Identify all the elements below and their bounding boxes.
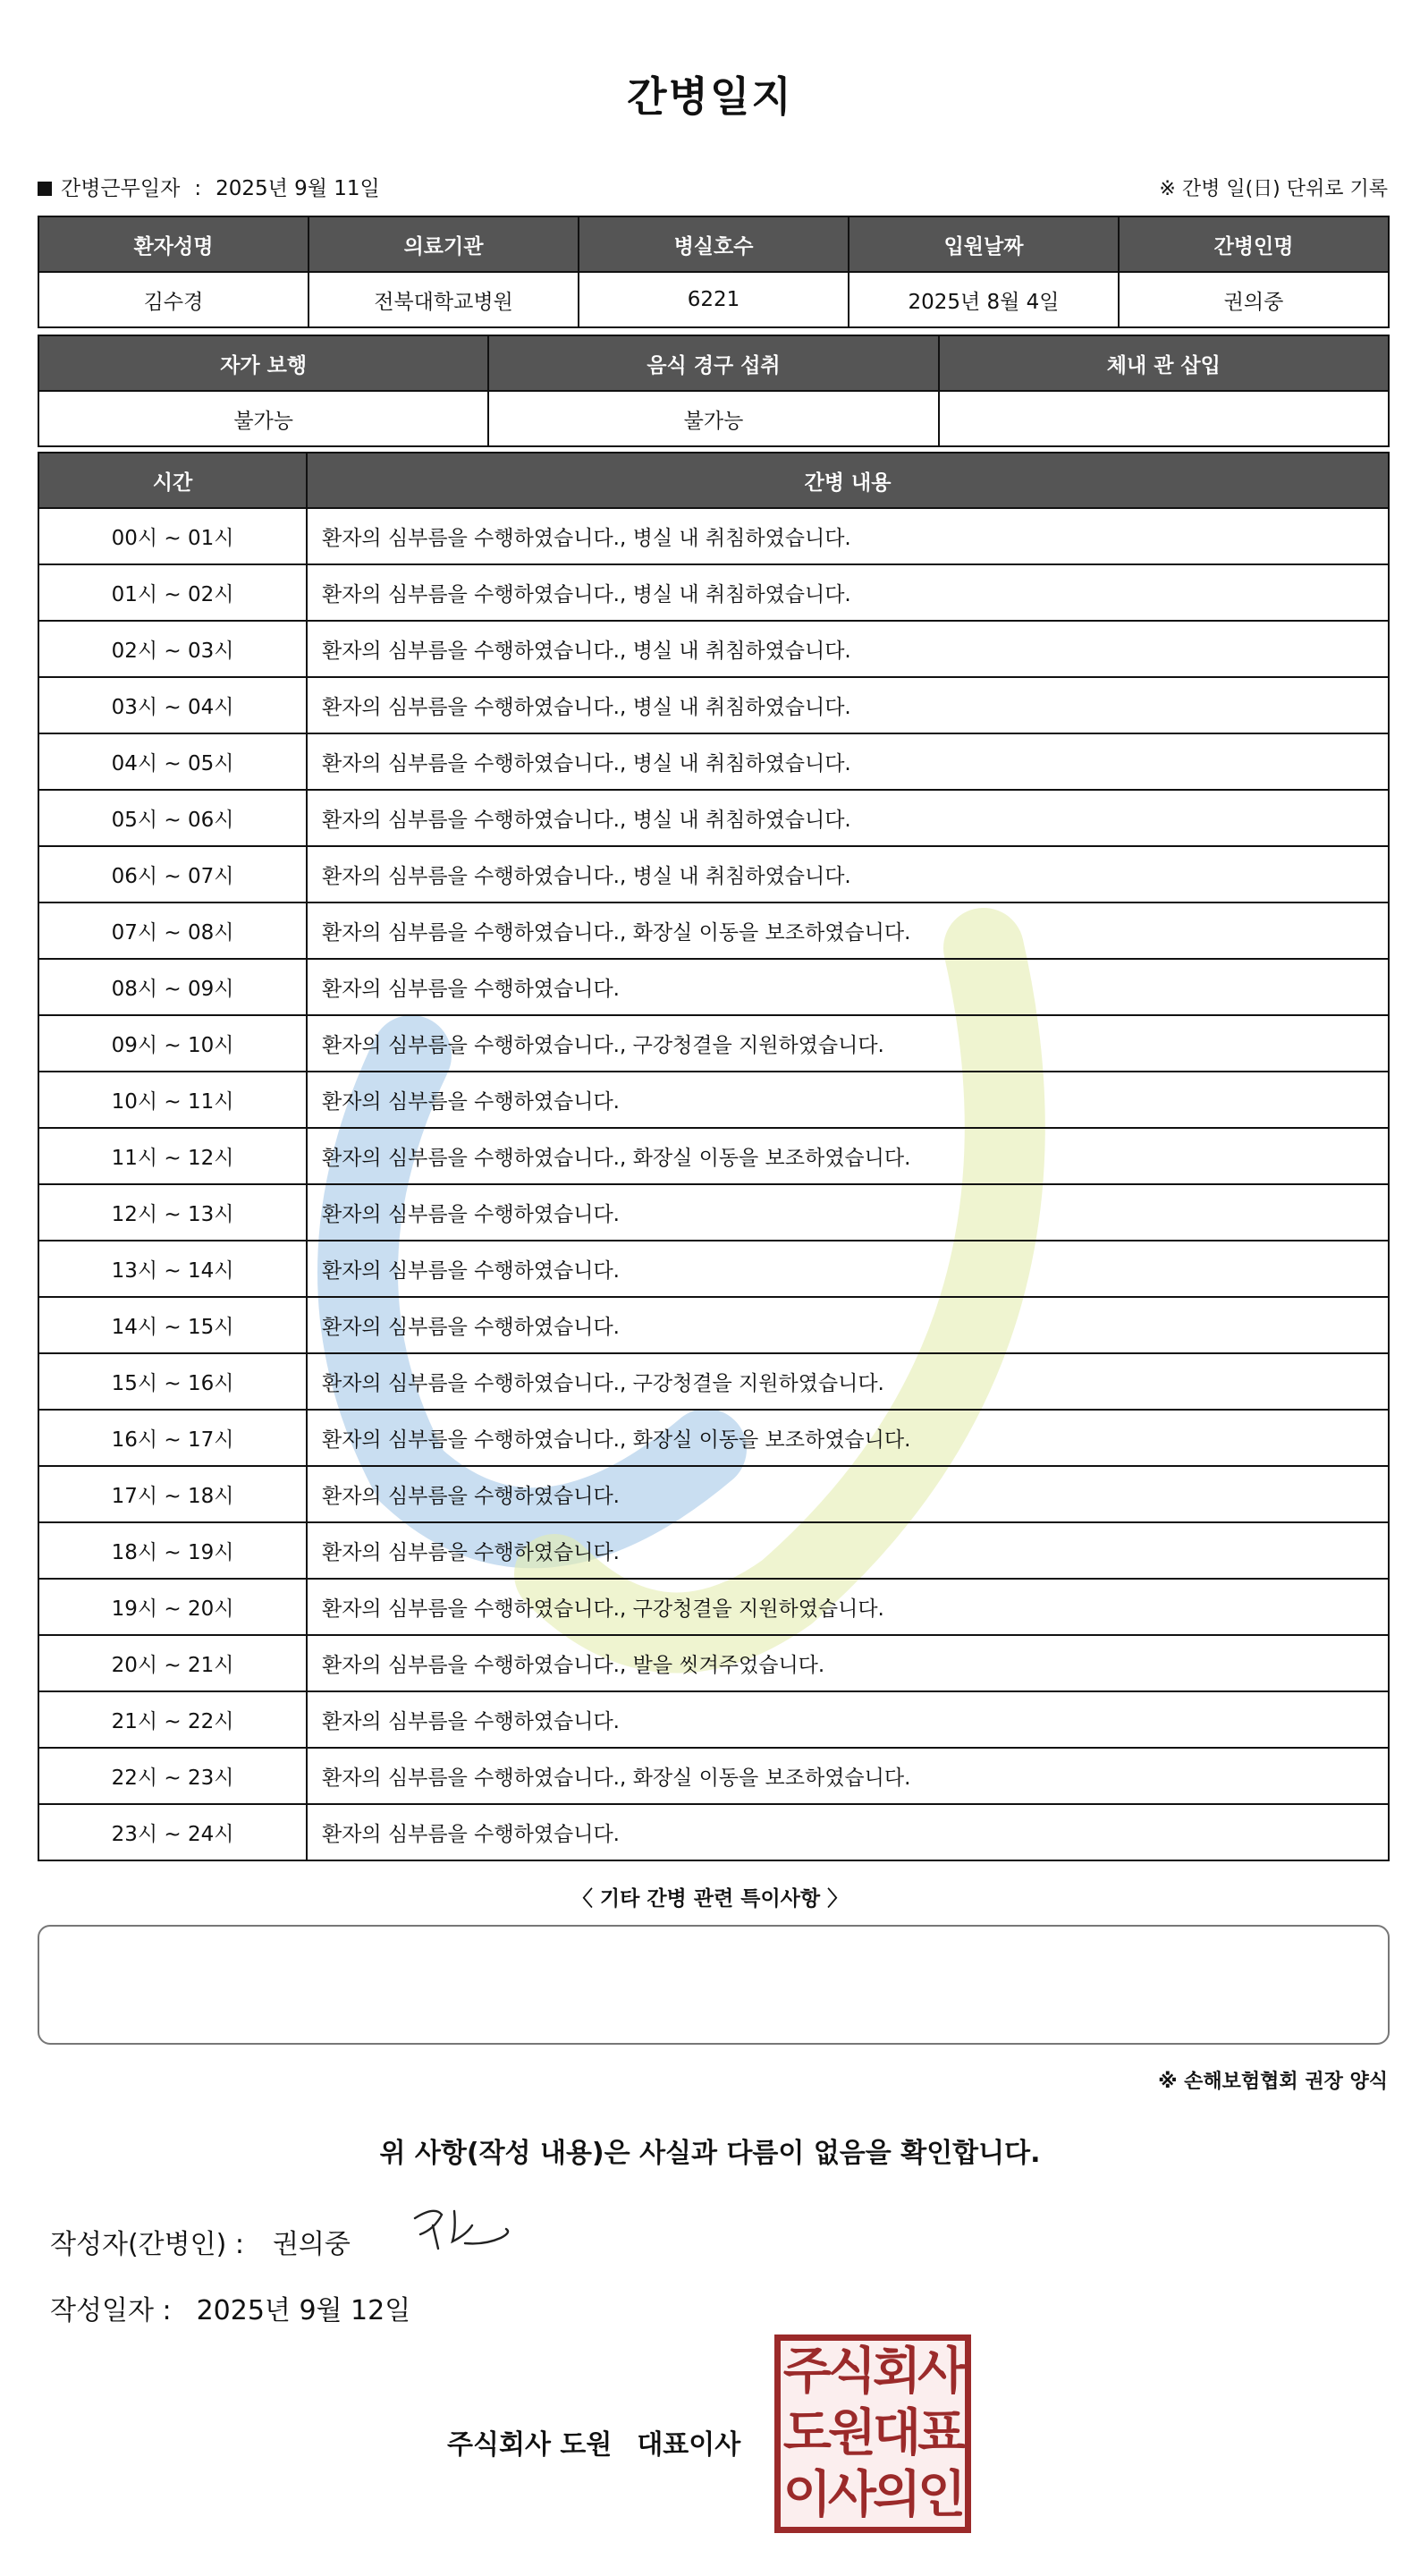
- care-log-row: [38, 1579, 1389, 1635]
- official-seal-stamp: [774, 2334, 971, 2533]
- header-self-walking: 자가 보행: [38, 335, 488, 391]
- header-time: 시간: [38, 453, 307, 508]
- care-log-table: [38, 452, 1390, 1861]
- company-name: 주식회사 도원: [447, 2429, 613, 2461]
- care-log-content: 환자의 심부름을 수행하였습니다., 병실 내 취침하였습니다.: [307, 677, 1389, 733]
- care-log-time: 09시 ~ 10시: [38, 1015, 307, 1072]
- care-log-content: 환자의 심부름을 수행하였습니다., 병실 내 취침하였습니다.: [307, 790, 1389, 846]
- care-log-time: 15시 ~ 16시: [38, 1353, 307, 1410]
- care-log-content: 환자의 심부름을 수행하였습니다., 화장실 이동을 보조하였습니다.: [307, 1748, 1389, 1804]
- care-log-content: 환자의 심부름을 수행하였습니다., 화장실 이동을 보조하였습니다.: [307, 1128, 1389, 1184]
- care-log-header-row: [38, 453, 1389, 508]
- patient-name: 김수경: [38, 272, 309, 327]
- duty-date-label: 간병근무일자: [61, 177, 181, 200]
- duty-date-line: [38, 172, 380, 201]
- care-log-row: [38, 1072, 1389, 1128]
- care-log-row: [38, 621, 1389, 677]
- care-log-time: 01시 ~ 02시: [38, 564, 307, 621]
- care-log-row: [38, 508, 1389, 564]
- care-log-content: 환자의 심부름을 수행하였습니다., 화장실 이동을 보조하였습니다.: [307, 902, 1389, 959]
- care-log-content: 환자의 심부름을 수행하였습니다.: [307, 1241, 1389, 1297]
- care-log-time: 08시 ~ 09시: [38, 959, 307, 1015]
- care-log-time: 02시 ~ 03시: [38, 621, 307, 677]
- care-log-time: 06시 ~ 07시: [38, 846, 307, 902]
- care-log-time: 20시 ~ 21시: [38, 1635, 307, 1691]
- care-log-time: 05시 ~ 06시: [38, 790, 307, 846]
- care-log-row: [38, 846, 1389, 902]
- special-notes-title: 〈 기타 간병 관련 특이사항 〉: [571, 1887, 849, 1911]
- patient-info-header-row: [38, 216, 1389, 272]
- write-date-label: 작성일자 :: [50, 2295, 172, 2326]
- care-log-row: [38, 564, 1389, 621]
- care-log-content: 환자의 심부름을 수행하였습니다., 구강청결을 지원하였습니다.: [307, 1353, 1389, 1410]
- care-log-content: 환자의 심부름을 수행하였습니다., 병실 내 취침하였습니다.: [307, 733, 1389, 790]
- admission-date: 2025년 8월 4일: [849, 272, 1119, 327]
- care-log-row: [38, 902, 1389, 959]
- care-log-time: 23시 ~ 24시: [38, 1804, 307, 1860]
- header-caregiver-name: 간병인명: [1119, 216, 1389, 272]
- writer-line: [50, 2222, 351, 2261]
- care-log-content: 환자의 심부름을 수행하였습니다., 병실 내 취침하였습니다.: [307, 508, 1389, 564]
- header-patient-name: 환자성명: [38, 216, 309, 272]
- care-log-time: 22시 ~ 23시: [38, 1748, 307, 1804]
- care-log-time: 11시 ~ 12시: [38, 1128, 307, 1184]
- care-log-time: 14시 ~ 15시: [38, 1297, 307, 1353]
- header-room: 병실호수: [579, 216, 849, 272]
- stamp-line-1: 주식회사: [782, 2342, 963, 2401]
- care-log-row: [38, 790, 1389, 846]
- care-log-row: [38, 1466, 1389, 1522]
- special-notes-box: [38, 1925, 1390, 2045]
- care-log-content: 환자의 심부름을 수행하였습니다., 구강청결을 지원하였습니다.: [307, 1015, 1389, 1072]
- patient-status-table: [38, 335, 1390, 447]
- handwritten-signature: [408, 2199, 524, 2261]
- care-log-row: [38, 959, 1389, 1015]
- care-log-content: 환자의 심부름을 수행하였습니다., 발을 씻겨주었습니다.: [307, 1635, 1389, 1691]
- care-log-row: [38, 1184, 1389, 1241]
- writer-label: 작성자(간병인) :: [50, 2229, 244, 2260]
- care-log-time: 03시 ~ 04시: [38, 677, 307, 733]
- company-representative-title: 대표이사: [637, 2429, 741, 2461]
- care-log-time: 13시 ~ 14시: [38, 1241, 307, 1297]
- patient-info-table: [38, 216, 1390, 328]
- care-log-row: [38, 1691, 1389, 1748]
- patient-status-value-row: [38, 391, 1389, 446]
- self-walking-value: 불가능: [38, 391, 488, 446]
- care-log-row: [38, 1353, 1389, 1410]
- care-log-row: [38, 1410, 1389, 1466]
- writer-name: 권의중: [272, 2229, 351, 2260]
- care-log-time: 12시 ~ 13시: [38, 1184, 307, 1241]
- care-log-row: [38, 1128, 1389, 1184]
- care-log-content: 환자의 심부름을 수행하였습니다.: [307, 1466, 1389, 1522]
- oral-intake-value: 불가능: [488, 391, 938, 446]
- care-log-content: 환자의 심부름을 수행하였습니다.: [307, 1072, 1389, 1128]
- care-log-content: 환자의 심부름을 수행하였습니다., 병실 내 취침하였습니다.: [307, 621, 1389, 677]
- header-care-content: 간병 내용: [307, 453, 1389, 508]
- care-log-time: 00시 ~ 01시: [38, 508, 307, 564]
- care-log-row: [38, 733, 1389, 790]
- care-log-row: [38, 1748, 1389, 1804]
- write-date-value: 2025년 9월 12일: [196, 2295, 411, 2326]
- header-hospital: 의료기관: [309, 216, 579, 272]
- care-log-time: 19시 ~ 20시: [38, 1579, 307, 1635]
- stamp-line-2: 도원대표: [782, 2403, 963, 2462]
- tube-insertion-value: [939, 391, 1389, 446]
- care-log-row: [38, 1804, 1389, 1860]
- care-log-time: 07시 ~ 08시: [38, 902, 307, 959]
- confirmation-statement: 위 사항(작성 내용)은 사실과 다름이 없음을 확인합니다.: [379, 2138, 1041, 2169]
- care-log-content: 환자의 심부름을 수행하였습니다.: [307, 1522, 1389, 1579]
- care-log-time: 18시 ~ 19시: [38, 1522, 307, 1579]
- patient-status-header-row: [38, 335, 1389, 391]
- header-admission-date: 입원날짜: [849, 216, 1119, 272]
- care-log-row: [38, 1522, 1389, 1579]
- care-log-time: 10시 ~ 11시: [38, 1072, 307, 1128]
- write-date-line: [50, 2288, 410, 2327]
- stamp-line-3: 이사의인: [782, 2466, 963, 2525]
- header-tube-insertion: 체내 관 삽입: [939, 335, 1389, 391]
- care-log-row: [38, 1015, 1389, 1072]
- care-log-content: 환자의 심부름을 수행하였습니다., 구강청결을 지원하였습니다.: [307, 1579, 1389, 1635]
- bullet-square-icon: [38, 182, 52, 196]
- care-log-row: [38, 1241, 1389, 1297]
- recommended-form-note: ※ 손해보험협회 권장 양식: [1158, 2071, 1388, 2093]
- header-oral-intake: 음식 경구 섭취: [488, 335, 938, 391]
- hospital-name: 전북대학교병원: [309, 272, 579, 327]
- care-log-content: 환자의 심부름을 수행하였습니다., 화장실 이동을 보조하였습니다.: [307, 1410, 1389, 1466]
- care-log-time: 16시 ~ 17시: [38, 1410, 307, 1466]
- company-signoff: [447, 2422, 740, 2462]
- room-number: 6221: [579, 272, 849, 327]
- page-title: 간병일지: [627, 72, 793, 121]
- care-log-row: [38, 1635, 1389, 1691]
- caregiver-name: 권의중: [1119, 272, 1389, 327]
- care-log-time: 17시 ~ 18시: [38, 1466, 307, 1522]
- care-log-content: 환자의 심부름을 수행하였습니다.: [307, 1297, 1389, 1353]
- patient-info-value-row: [38, 272, 1389, 327]
- care-log-time: 21시 ~ 22시: [38, 1691, 307, 1748]
- care-log-content: 환자의 심부름을 수행하였습니다.: [307, 1691, 1389, 1748]
- care-log-row: [38, 1297, 1389, 1353]
- care-log-content: 환자의 심부름을 수행하였습니다.: [307, 1804, 1389, 1860]
- care-log-body: [38, 508, 1389, 1860]
- record-unit-note: ※ 간병 일(日) 단위로 기록: [1159, 178, 1388, 200]
- care-log-row: [38, 677, 1389, 733]
- care-log-content: 환자의 심부름을 수행하였습니다., 병실 내 취침하였습니다.: [307, 564, 1389, 621]
- care-log-content: 환자의 심부름을 수행하였습니다.: [307, 1184, 1389, 1241]
- care-log-content: 환자의 심부름을 수행하였습니다., 병실 내 취침하였습니다.: [307, 846, 1389, 902]
- care-log-content: 환자의 심부름을 수행하였습니다.: [307, 959, 1389, 1015]
- duty-date-value: 2025년 9월 11일: [216, 177, 380, 200]
- duty-date-separator: :: [194, 177, 202, 200]
- care-log-time: 04시 ~ 05시: [38, 733, 307, 790]
